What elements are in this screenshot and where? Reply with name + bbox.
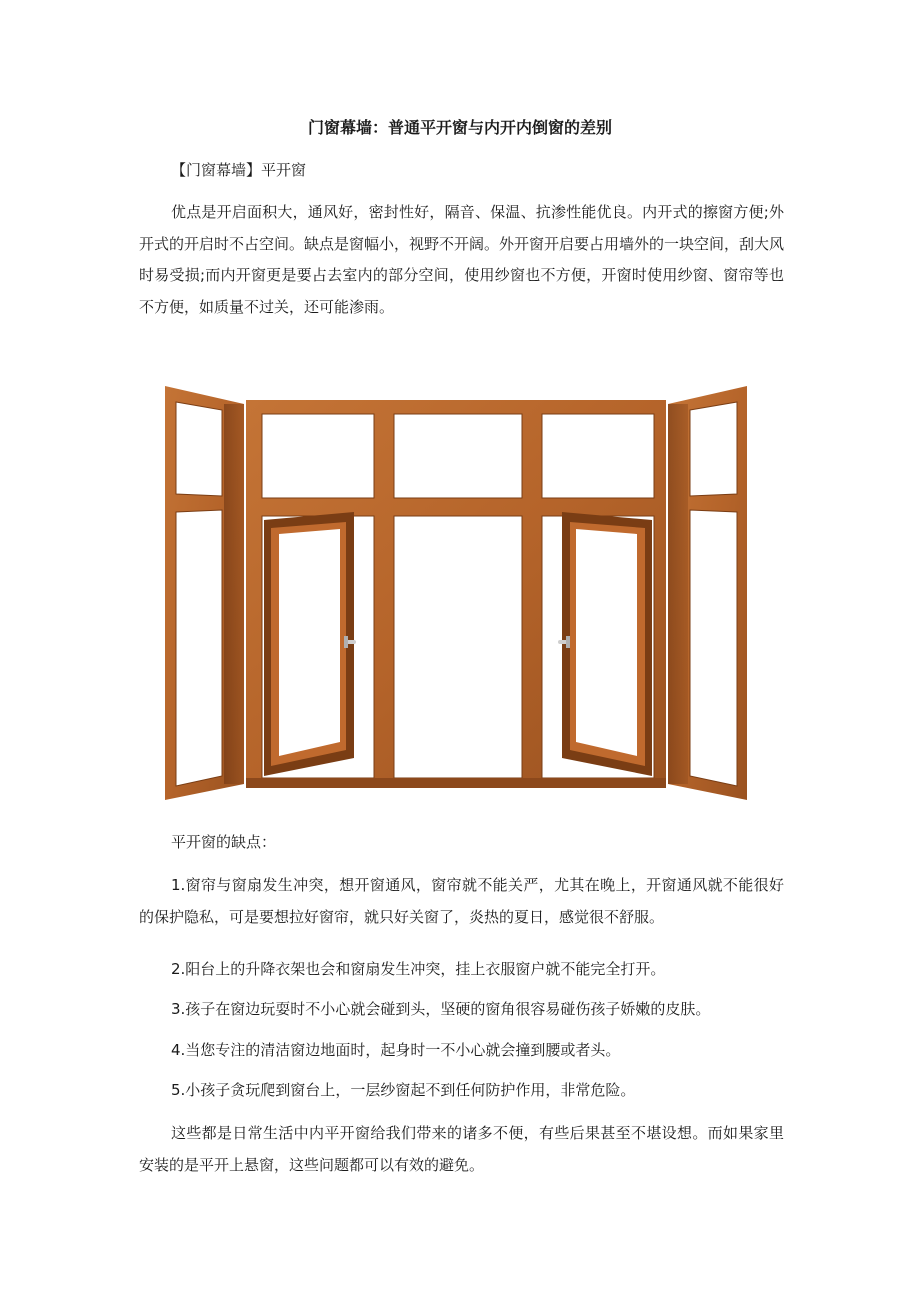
page-title: 门窗幕墙：普通平开窗与内开内倒窗的差别 bbox=[307, 118, 612, 137]
conclusion-paragraph: 这些都是日常生活中内平开窗给我们带来的诸多不便，有些后果甚至不堪设想。而如果家里安装的是平开上悬窗，这些问题都可以有效的避免。 bbox=[139, 1124, 784, 1174]
drawbacks-heading: 平开窗的缺点： bbox=[171, 833, 277, 851]
drawback-item-3: 3.孩子在窗边玩耍时不小心就会碰到头，坚硬的窗角很容易碰伤孩子娇嫩的皮肤。 bbox=[171, 1000, 711, 1018]
drawback-item-2: 2.阳台上的升降衣架也会和窗扇发生冲突，挂上衣服窗户就不能完全打开。 bbox=[171, 960, 666, 978]
right-side-panel bbox=[668, 386, 747, 800]
left-side-panel bbox=[165, 386, 244, 800]
section-heading: 【门窗幕墙】平开窗 bbox=[171, 161, 307, 179]
drawback-item-5: 5.小孩子贪玩爬到窗台上，一层纱窗起不到任何防护作用，非常危险。 bbox=[171, 1081, 636, 1099]
drawback-item-1: 1.窗帘与窗扇发生冲突，想开窗通风，窗帘就不能关严，尤其在晚上，开窗通风就不能很好的保护隐私，可是要想拉好窗帘，就只好关窗了，炎热的夏日，感觉很不舒服。 bbox=[139, 876, 784, 926]
left-open-sash bbox=[264, 512, 356, 776]
intro-paragraph: 优点是开启面积大，通风好，密封性好，隔音、保温、抗渗性能优良。内开式的擦窗方便;外开式的开启时不占空间。缺点是窗幅小，视野不开阔。外开窗开启要占用墙外的一块空间，刮大风时易受损;而内开窗更是要占去室内的部分空间，使用纱窗也不方便，开窗时使用纱窗、窗帘等也不方便，如质量不过关，还可能渗雨。 bbox=[139, 203, 785, 316]
casement-window-photo bbox=[160, 382, 752, 804]
window-illustration bbox=[160, 382, 752, 804]
right-open-sash bbox=[558, 512, 652, 776]
drawback-item-4: 4.当您专注的清洁窗边地面时，起身时一不小心就会撞到腰或者头。 bbox=[171, 1041, 621, 1059]
